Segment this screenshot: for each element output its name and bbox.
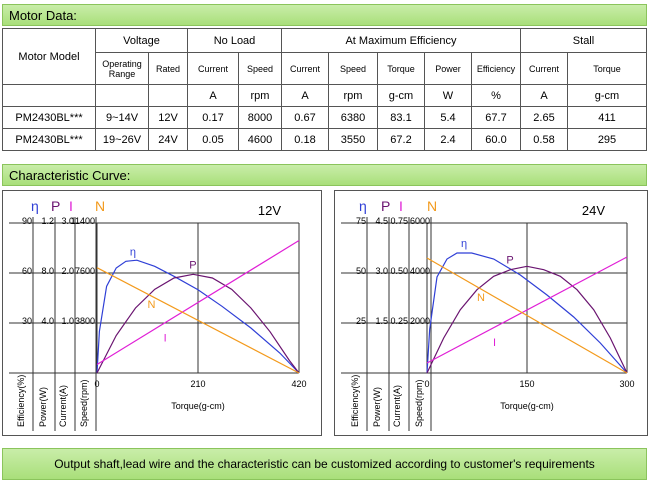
unit-a: A	[188, 85, 239, 107]
y-tick-label: 1.5	[375, 316, 388, 326]
axis-label: Current(A)	[58, 384, 68, 427]
table-row	[3, 129, 647, 151]
unit-rpm: rpm	[329, 85, 378, 107]
x-axis-label: Torque(g-cm)	[500, 401, 554, 411]
sub-maxeff-current: Current	[282, 53, 329, 85]
y-tick-label: 2000	[409, 316, 430, 326]
legend-letter: P	[51, 198, 61, 214]
motor-data-header	[2, 4, 647, 26]
y-tick-label: 3.0	[375, 266, 388, 276]
x-tick-label: 0	[94, 379, 100, 389]
chart-title: 24V	[581, 203, 605, 218]
unit-gcm: g-cm	[378, 85, 425, 107]
col-max-efficiency: At Maximum Efficiency	[282, 29, 521, 53]
cell: 8000	[239, 107, 282, 129]
sub-stall-current: Current	[521, 53, 568, 85]
legend-letter: η	[359, 198, 367, 214]
x-tick-label: 420	[291, 379, 307, 389]
y-tick-label: 4.0	[41, 316, 54, 326]
cell: 2.65	[521, 107, 568, 129]
series-label: η	[461, 238, 468, 250]
cell: 6380	[329, 107, 378, 129]
chart-12v-svg	[3, 191, 321, 435]
sub-operating: Operating Range	[96, 53, 149, 85]
sub-stall-torque: Torque	[568, 53, 647, 85]
y-tick-label: 7600	[74, 266, 95, 276]
col-motor-model: Motor Model	[3, 29, 96, 85]
series-label: I	[163, 332, 167, 345]
y-tick-label: 90	[21, 216, 32, 226]
table-row	[3, 107, 647, 129]
sub-maxeff-torque: Torque	[378, 53, 425, 85]
x-tick-label: 210	[190, 379, 206, 389]
col-no-load: No Load	[188, 29, 282, 53]
cell: 24V	[149, 129, 188, 151]
axis-label: Efficiency(%)	[16, 374, 26, 427]
characteristic-title: Characteristic Curve:	[9, 168, 131, 183]
y-tick-label: 3800	[74, 316, 95, 326]
legend-letter: N	[427, 198, 438, 214]
y-tick-label: 60	[21, 266, 32, 276]
chart-title: 12V	[257, 203, 281, 218]
sub-noload-speed: Speed	[239, 53, 282, 85]
sub-maxeff-speed: Speed	[329, 53, 378, 85]
cell: 411	[568, 107, 647, 129]
x-tick-label: 150	[519, 379, 535, 389]
y-tick-label: 75	[355, 216, 366, 226]
y-tick-label: 0.25	[390, 316, 408, 326]
series-label: P	[506, 254, 514, 267]
y-tick-label: 30	[21, 316, 32, 326]
series-label: N	[147, 299, 156, 312]
cell: 83.1	[378, 107, 425, 129]
y-tick-label: 4.5	[375, 216, 388, 226]
series-label: I	[493, 337, 497, 350]
axis-label: Speed(rpm)	[414, 379, 424, 427]
cell: 0.05	[188, 129, 239, 151]
sub-maxeff-power: Power	[425, 53, 472, 85]
series-label: η	[129, 246, 136, 259]
unit-w: W	[425, 85, 472, 107]
series-label: P	[189, 259, 197, 272]
cell: 3550	[329, 129, 378, 151]
motor-data-title: Motor Data:	[9, 8, 77, 23]
unit-a: A	[521, 85, 568, 107]
customization-note: Output shaft,lead wire and the characteristic can be customized according to customer's requirements	[2, 448, 647, 480]
axis-label: Power(W)	[38, 387, 48, 427]
unit-rpm: rpm	[239, 85, 282, 107]
cell: PM2430BL***	[3, 129, 96, 151]
cell: 0.67	[282, 107, 329, 129]
axis-label: Power(W)	[372, 387, 382, 427]
cell: 0.18	[282, 129, 329, 151]
sub-noload-current: Current	[188, 53, 239, 85]
chart-24v-svg	[335, 191, 647, 435]
cell: 4600	[239, 129, 282, 151]
y-tick-label: 50	[355, 266, 366, 276]
legend-letter: I	[69, 198, 73, 214]
y-tick-label: 6000	[409, 216, 430, 226]
cell: 0.58	[521, 129, 568, 151]
cell: 67.7	[472, 107, 521, 129]
cell: 12V	[149, 107, 188, 129]
cell: 0.17	[188, 107, 239, 129]
y-tick-label: 0.75	[390, 216, 408, 226]
y-tick-label: 1.2	[41, 216, 54, 226]
y-tick-label: 0.50	[390, 266, 408, 276]
col-stall: Stall	[521, 29, 647, 53]
y-tick-label: 3.0	[61, 216, 74, 226]
legend-letter: P	[381, 198, 391, 214]
legend-letter: N	[95, 198, 106, 214]
unit-gcm: g-cm	[568, 85, 647, 107]
cell: 67.2	[378, 129, 425, 151]
y-tick-label: 25	[355, 316, 366, 326]
y-tick-label: 11400	[70, 216, 95, 226]
cell: 2.4	[425, 129, 472, 151]
unit-a: A	[282, 85, 329, 107]
cell: 9~14V	[96, 107, 149, 129]
axis-label: Current(A)	[392, 384, 402, 427]
axis-label: Efficiency(%)	[350, 374, 360, 427]
sub-rated: Rated	[149, 53, 188, 85]
cell: 19~26V	[96, 129, 149, 151]
y-tick-label: 8.0	[41, 266, 54, 276]
legend-letter: I	[399, 198, 403, 214]
sub-maxeff-efficiency: Efficiency	[472, 53, 521, 85]
characteristic-header	[2, 164, 647, 186]
x-tick-label: 0	[424, 379, 430, 389]
x-axis-label: Torque(g-cm)	[171, 401, 225, 411]
motor-spec-table	[2, 28, 647, 151]
cell: 60.0	[472, 129, 521, 151]
chart-24v	[334, 190, 648, 436]
y-tick-label: 1.0	[61, 316, 74, 326]
unit-pct: %	[472, 85, 521, 107]
series-label: N	[477, 291, 485, 304]
y-tick-label: 2.0	[61, 266, 74, 276]
y-tick-label: 4000	[409, 266, 430, 276]
axis-label: Speed(rpm)	[79, 379, 89, 427]
col-voltage: Voltage	[96, 29, 188, 53]
x-tick-label: 300	[619, 379, 635, 389]
cell: 295	[568, 129, 647, 151]
chart-12v	[2, 190, 322, 436]
cell: 5.4	[425, 107, 472, 129]
cell: PM2430BL***	[3, 107, 96, 129]
legend-letter: η	[31, 198, 39, 214]
